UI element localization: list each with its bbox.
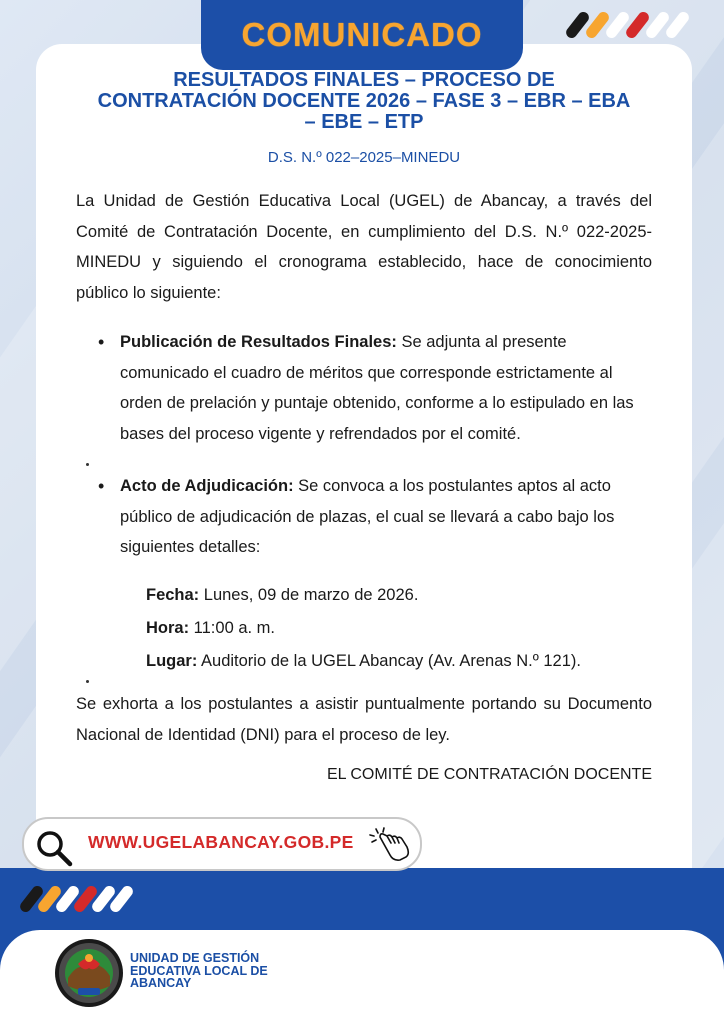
banner-title: COMUNICADO <box>241 16 483 53</box>
ugel-logo-seal <box>54 938 124 1008</box>
search-icon <box>34 828 74 868</box>
signature: EL COMITÉ DE CONTRATACIÓN DOCENTE <box>326 766 652 783</box>
item-text: Se adjunta al presente comunicado el cuadro de méritos que corresponde estrictamente al orden de prelación y puntaje obtenido, conforme a lo estipulado en las bases del proceso vigente y refrendados por el comité. <box>120 333 634 443</box>
title-line: CONTRATACIÓN DOCENTE 2026 – FASE 3 – EBR – EBA <box>97 90 631 112</box>
event-details <box>146 579 581 678</box>
item-text: Se convoca a los postulantes aptos al acto público de adjudicación de plazas, el cual se llevará a cabo bajo los siguientes detalles: <box>120 477 615 556</box>
bullet-list <box>98 327 652 449</box>
decorative-dashes-bottom <box>22 884 142 916</box>
list-item <box>98 327 652 449</box>
communique-banner <box>201 0 523 70</box>
stray-dot <box>86 680 89 683</box>
intro-paragraph: La Unidad de Gestión Educativa Local (UGEL) de Abancay, a través del Comité de Contratación Docente, en cumplimiento del D.S. N.º 022-2025-MINEDU y siguiendo el cronograma establecido, hace de conocimiento público lo siguiente: <box>76 192 652 302</box>
website-bar[interactable] <box>22 817 422 871</box>
bullet-list <box>98 471 652 563</box>
item-label: Publicación de Resultados Finales: <box>120 333 397 351</box>
click-hand-icon <box>368 825 412 865</box>
list-item <box>98 471 652 563</box>
item-label: Acto de Adjudicación: <box>120 477 294 495</box>
website-url[interactable]: WWW.UGELABANCAY.GOB.PE <box>88 832 354 852</box>
detail-date: Fecha: Lunes, 09 de marzo de 2026. <box>146 586 419 604</box>
detail-place: Lugar: Auditorio de la UGEL Abancay (Av. Arenas N.º 121). <box>146 652 581 670</box>
title-line: – EBE – ETP <box>304 111 424 133</box>
document-title <box>36 70 692 133</box>
detail-time: Hora: 11:00 a. m. <box>146 619 276 637</box>
decree-reference: D.S. N.º 022–2025–MINEDU <box>267 149 461 166</box>
title-line: RESULTADOS FINALES – PROCESO DE <box>173 69 555 91</box>
stray-dot <box>86 463 89 466</box>
decorative-dashes-top <box>566 10 706 42</box>
organization-name: UNIDAD DE GESTIÓN EDUCATIVA LOCAL DE ABANCAY <box>130 951 268 990</box>
closing-paragraph: Se exhorta a los postulantes a asistir puntualmente portando su Documento Nacional de Identidad (DNI) para el proceso de ley. <box>76 695 652 744</box>
